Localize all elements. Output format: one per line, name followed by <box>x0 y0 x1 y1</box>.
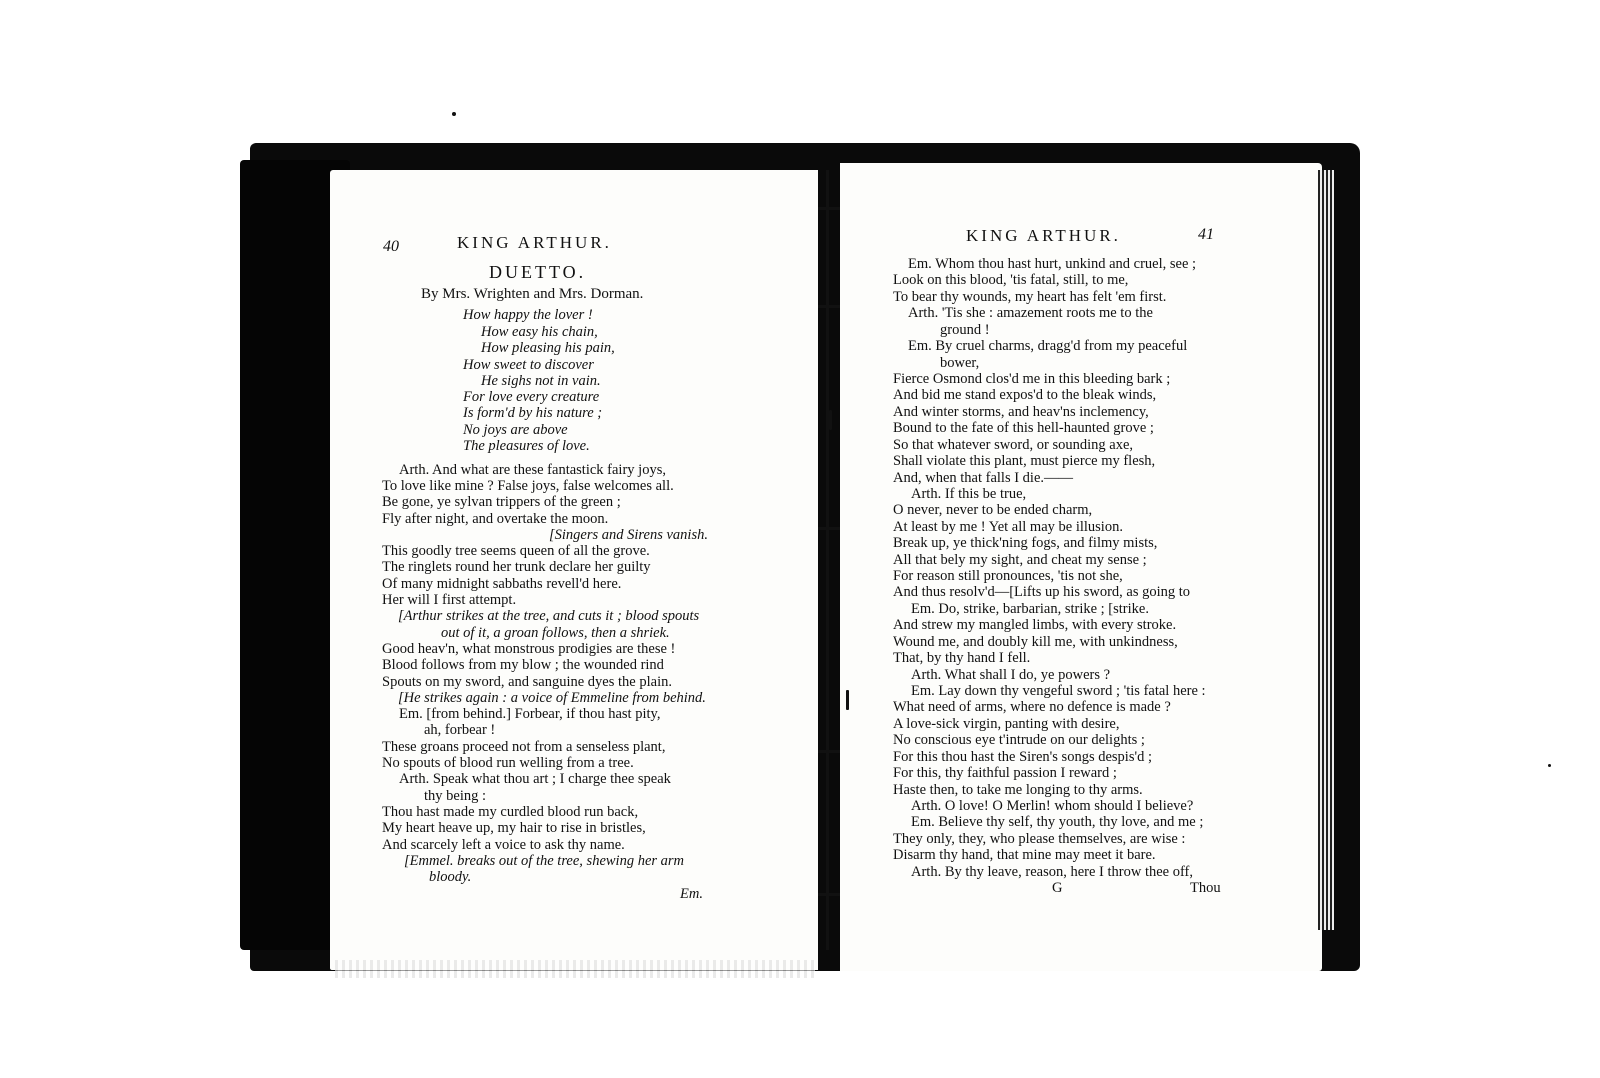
stage-direction: bloody. <box>429 869 472 885</box>
text-line: A love-sick virgin, panting with desire, <box>893 716 1120 732</box>
text-line: Em. Lay down thy vengeful sword ; 'tis fatal here : <box>911 683 1206 699</box>
text-line: What need of arms, where no defence is made ? <box>893 699 1171 715</box>
text-line: These groans proceed not from a senseless plant, <box>382 739 666 755</box>
text-line: Arth. 'Tis she : amazement roots me to the <box>908 305 1153 321</box>
text-line: And winter storms, and heav'ns inclemency, <box>893 404 1149 420</box>
text-line: To bear thy wounds, my heart has felt 'em first. <box>893 289 1167 305</box>
byline: By Mrs. Wrighten and Mrs. Dorman. <box>421 286 644 302</box>
text-line: No spouts of blood run welling from a tree. <box>382 755 634 771</box>
text-line: Shall violate this plant, must pierce my flesh, <box>893 453 1156 469</box>
signature-mark: G <box>1052 880 1063 896</box>
verse-line: How happy the lover ! <box>463 307 593 323</box>
text-line: For this, thy faithful passion I reward ; <box>893 765 1117 781</box>
text-line: Fierce Osmond clos'd me in this bleeding bark ; <box>893 371 1171 387</box>
page-number: 40 <box>383 238 399 255</box>
verse-line: How sweet to discover <box>463 357 594 373</box>
page-edges <box>1318 170 1334 930</box>
dust-speck <box>829 410 832 430</box>
text-line: And, when that falls I die.—— <box>893 470 1074 486</box>
text-line: Arth. O love! O Merlin! whom should I believe? <box>911 798 1194 814</box>
text-line: No conscious eye t'intrude on our delights ; <box>893 732 1145 748</box>
verse-line: The pleasures of love. <box>463 438 590 454</box>
text-line: ah, forbear ! <box>424 722 496 738</box>
text-line: Fly after night, and overtake the moon. <box>382 511 609 527</box>
text-line: Good heav'n, what monstrous prodigies are these ! <box>382 641 676 657</box>
stage-direction: [He strikes again : a voice of Emmeline from behind. <box>398 690 706 706</box>
book-gutter <box>818 143 840 971</box>
dust-speck <box>452 112 456 116</box>
page-number: 41 <box>1198 226 1214 243</box>
text-line: To love like mine ? False joys, false welcomes all. <box>382 478 674 494</box>
scan-noise <box>335 960 815 978</box>
verse-line: How pleasing his pain, <box>481 340 615 356</box>
text-line: Look on this blood, 'tis fatal, still, to me, <box>893 272 1129 288</box>
text-line: For reason still pronounces, 'tis not she, <box>893 568 1123 584</box>
dust-speck <box>1548 764 1551 767</box>
text-line: thy being : <box>424 788 487 804</box>
catchword: Thou <box>1190 880 1221 896</box>
text-line: And bid me stand expos'd to the bleak winds, <box>893 387 1157 403</box>
text-line: Wound me, and doubly kill me, with unkindness, <box>893 634 1178 650</box>
verse-line: How easy his chain, <box>481 324 598 340</box>
catchword: Em. <box>680 886 703 902</box>
text-line: Bound to the fate of this hell-haunted grove ; <box>893 420 1154 436</box>
text-line: All that bely my sight, and cheat my sense ; <box>893 552 1147 568</box>
text-line: Break up, ye thick'ning fogs, and filmy mists, <box>893 535 1158 551</box>
text-line: This goodly tree seems queen of all the grove. <box>382 543 650 559</box>
text-line: O never, never to be ended charm, <box>893 502 1093 518</box>
text-line: Em. Whom thou hast hurt, unkind and cruel, see ; <box>908 256 1197 272</box>
verse-line: Is form'd by his nature ; <box>463 405 603 421</box>
text-line: Arth. And what are these fantastick fairy joys, <box>399 462 666 478</box>
text-line: And strew my mangled limbs, with every stroke. <box>893 617 1177 633</box>
running-head: KING ARTHUR. <box>966 226 1121 245</box>
dust-speck <box>846 690 849 710</box>
text-line: Arth. If this be true, <box>911 486 1027 502</box>
text-line: Arth. Speak what thou art ; I charge thee speak <box>399 771 671 787</box>
text-line: Blood follows from my blow ; the wounded rind <box>382 657 664 673</box>
verse-line: He sighs not in vain. <box>481 373 601 389</box>
text-line: The ringlets round her trunk declare her guilty <box>382 559 651 575</box>
stage-direction: [Arthur strikes at the tree, and cuts it ; blood spouts <box>398 608 700 624</box>
section-title: DUETTO. <box>489 262 587 282</box>
text-line: Spouts on my sword, and sanguine dyes the plain. <box>382 674 672 690</box>
text-line: And thus resolv'd—[Lifts up his sword, as going to <box>893 584 1191 600</box>
stage-direction: [Emmel. breaks out of the tree, shewing her arm <box>404 853 685 869</box>
text-line: Of many midnight sabbaths revell'd here. <box>382 576 622 592</box>
text-line: Em. Believe thy self, thy youth, thy love, and me ; <box>911 814 1204 830</box>
text-line: Disarm thy hand, that mine may meet it bare. <box>893 847 1156 863</box>
text-line: Arth. By thy leave, reason, here I throw thee off, <box>911 864 1193 880</box>
running-head: KING ARTHUR. <box>457 233 612 252</box>
text-line: So that whatever sword, or sounding axe, <box>893 437 1134 453</box>
text-line: And scarcely left a voice to ask thy name. <box>382 837 625 853</box>
stage-direction: [Singers and Sirens vanish. <box>549 527 708 543</box>
verse-line: For love every creature <box>463 389 600 405</box>
text-line: bower, <box>940 355 980 371</box>
text-line: For this thou hast the Siren's songs despis'd ; <box>893 749 1152 765</box>
text-line: At least by me ! Yet all may be illusion. <box>893 519 1123 535</box>
text-line: Em. Do, strike, barbarian, strike ; [strike. <box>911 601 1149 617</box>
text-line: My heart heave up, my hair to rise in bristles, <box>382 820 646 836</box>
text-line: Be gone, ye sylvan trippers of the green ; <box>382 494 621 510</box>
stage-direction: out of it, a groan follows, then a shriek. <box>441 625 670 641</box>
text-line: Em. [from behind.] Forbear, if thou hast pity, <box>399 706 661 722</box>
text-line: They only, they, who please themselves, are wise : <box>893 831 1186 847</box>
text-line: ground ! <box>940 322 990 338</box>
text-line: Her will I first attempt. <box>382 592 517 608</box>
text-line: Em. By cruel charms, dragg'd from my peaceful <box>908 338 1188 354</box>
text-line: Thou hast made my curdled blood run back, <box>382 804 639 820</box>
binding-thread <box>826 170 829 950</box>
text-line: Arth. What shall I do, ye powers ? <box>911 667 1111 683</box>
text-line: That, by thy hand I fell. <box>893 650 1031 666</box>
verse-line: No joys are above <box>463 422 568 438</box>
text-line: Haste then, to take me longing to thy arms. <box>893 782 1143 798</box>
